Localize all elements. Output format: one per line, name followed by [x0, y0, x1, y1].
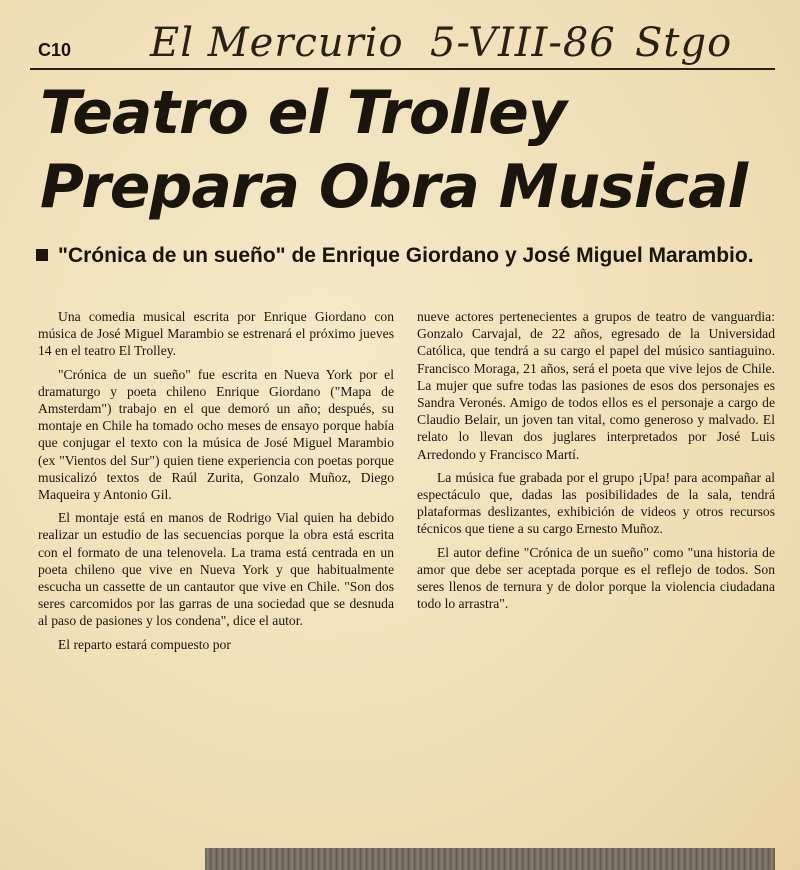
subheadline — [36, 240, 776, 272]
handwritten-date: 5-VIII-86 — [430, 20, 616, 66]
headline-line-2: Prepara Obra Musical — [40, 152, 748, 222]
subheadline-text: "Crónica de un sueño" de Enrique Giordano y José Miguel Marambio. — [58, 244, 754, 267]
paragraph: Una comedia musical escrita por Enrique Giordano con música de José Miguel Marambio se estrenará el próximo jueves 14 en el teatro El Trolley. — [38, 309, 394, 359]
square-bullet-icon — [36, 249, 48, 261]
header-rule — [30, 68, 775, 70]
page-code: C10 — [38, 40, 72, 60]
article-column-right — [417, 308, 775, 618]
handwritten-city: Stgo — [635, 20, 733, 66]
paragraph: "Crónica de un sueño" fue escrita en Nueva York por el dramaturgo y poeta chileno Enrique Giordano ("Mapa de Amsterdam") trabajo en el que demoró un año; después, su montaje en Chile ha tomado ocho meses de ensayo porque había que conjugar el texto con la música de José Miguel Marambio (ex "Vientos del Sur") quien tiene experiencia con poetas porque musicalizó textos de Raúl Zurita, Gonzalo Muñoz, Diego Maqueira y Antonio Gil. — [38, 366, 394, 503]
handwritten-source: El Mercurio — [150, 20, 404, 66]
headline-line-1: Teatro el Trolley — [40, 78, 566, 148]
headline — [40, 76, 780, 224]
photo-fragment — [205, 848, 775, 870]
paragraph: La música fue grabada por el grupo ¡Upa! para acompañar al espectáculo que, dadas las posibilidades de la sala, tendrá plataformas deslizantes, exhibición de videos y otros recursos técnicos que tiene a su cargo Ernesto Muñoz. — [417, 469, 775, 537]
paragraph: El autor define "Crónica de un sueño" como "una historia de amor que debe ser aceptada porque es el reflejo de todos. Son seres llenos de ternura y de dolor porque la violencia ciudadana todo lo arrastra". — [417, 544, 775, 612]
article-column-left — [38, 308, 394, 659]
paragraph: El reparto estará compuesto por — [58, 636, 231, 652]
paragraph: nueve actores pertenecientes a grupos de teatro de vanguardia: Gonzalo Carvajal, de 22 años, egresado de la Universidad Católica, que tendrá a su cargo el papel del músico santiaguino. Francisco Moraga, 21 años, será el poeta que vive lejos de Chile. La mujer que sufre todas las pasiones de esos dos personajes es Sandra Veronés. Amigo de todos ellos es el personaje a cargo de Claudio Belair, un joven tan vital, como generoso y malvado. El relato lo llevan dos juglares interpretados por José Luis Arredondo y Francisco Martí. — [417, 309, 775, 462]
paragraph: El montaje está en manos de Rodrigo Vial quien ha debido realizar un estudio de las secuencias porque la obra está escrita con el formato de una telenovela. La trama está centrada en un poeta chileno que vive en Nueva York y que habitualmente escucha un cassette de un cantautor que vive en Chile. "Son dos seres carcomidos por las garras de una sociedad que se desnuda al paso de pasiones y los condena", dice el autor. — [38, 510, 394, 629]
